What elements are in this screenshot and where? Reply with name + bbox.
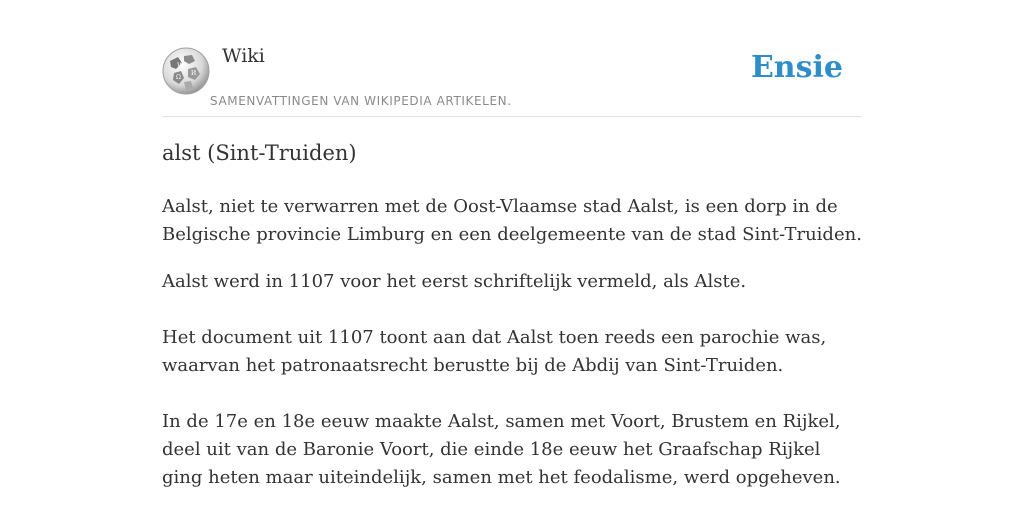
article-paragraph: Aalst werd in 1107 voor het eerst schriftelijk vermeld, als Alste.	[162, 271, 747, 292]
article-intro: Aalst, niet te verwarren met de Oost-Vlaamse stad Aalst, is een dorp in de Belgische provincie Limburg en een deelgemeente van de stad Sint-Truiden.	[162, 196, 862, 245]
svg-text:Ω: Ω	[176, 74, 181, 81]
ensie-brand-link[interactable]: Ensie	[750, 50, 843, 85]
site-name: Wiki	[222, 45, 265, 67]
page	[162, 0, 862, 488]
article-body	[162, 268, 862, 520]
article-paragraph: In de 17e en 18e eeuw maakte Aalst, samen met Voort, Brustem en Rijkel, deel uit van de Baronie Voort, die einde 18e eeuw het Graafschap Rijkel ging heten maar uiteindelijk, samen met het feodalisme, werd opgeheven.	[162, 411, 841, 488]
site-header	[162, 0, 862, 117]
svg-text:W: W	[177, 62, 185, 70]
site-tagline: SAMENVATTINGEN VAN WIKIPEDIA ARTIKELEN.	[210, 94, 512, 108]
article-title: alst (Sint-Truiden)	[162, 141, 357, 165]
wikipedia-globe-icon[interactable]	[162, 47, 210, 95]
svg-text:И: И	[191, 70, 197, 77]
article-paragraph: Het document uit 1107 toont aan dat Aalst toen reeds een parochie was, waarvan het patronaatsrecht berustte bij de Abdij van Sint-Truiden.	[162, 327, 827, 376]
